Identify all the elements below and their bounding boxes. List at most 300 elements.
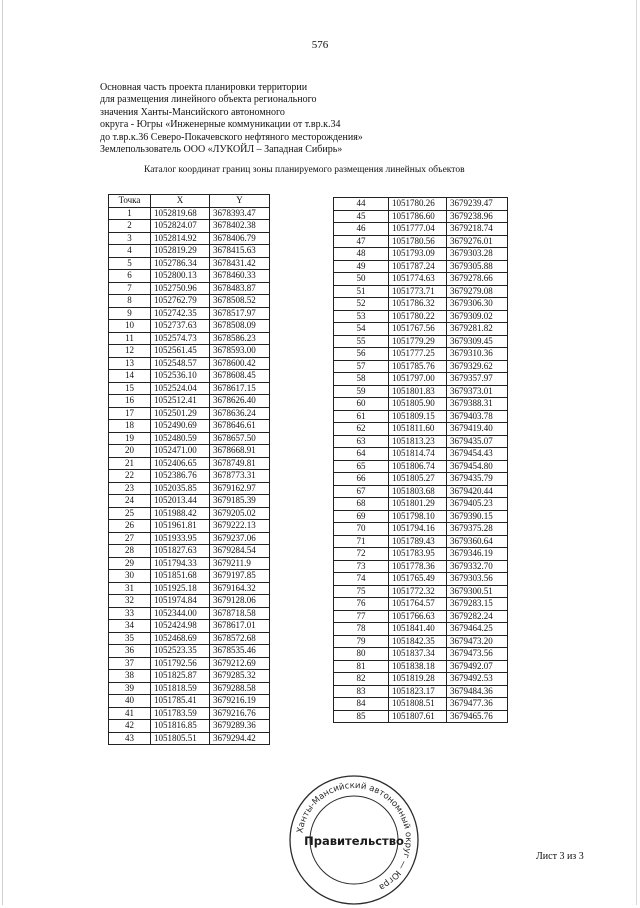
x-coordinate-cell: 1051842.35 xyxy=(389,635,447,648)
x-coordinate-cell: 1052035.85 xyxy=(151,482,210,495)
table-row xyxy=(334,410,508,423)
table-row xyxy=(109,257,270,270)
point-number-cell: 78 xyxy=(334,623,389,636)
point-number-cell: 2 xyxy=(109,220,151,233)
table-row xyxy=(109,432,270,445)
y-coordinate-cell: 3679211.9 xyxy=(210,557,270,570)
x-coordinate-cell: 1052536.10 xyxy=(151,370,210,383)
point-number-cell: 11 xyxy=(109,332,151,345)
x-coordinate-cell: 1052800.13 xyxy=(151,270,210,283)
table-row xyxy=(334,698,508,711)
y-coordinate-cell: 3679162.97 xyxy=(210,482,270,495)
y-coordinate-cell: 3679473.56 xyxy=(447,648,508,661)
x-coordinate-cell: 1051827.63 xyxy=(151,545,210,558)
y-coordinate-cell: 3679473.20 xyxy=(447,635,508,648)
table-row xyxy=(109,220,270,233)
y-coordinate-cell: 3679216.76 xyxy=(210,707,270,720)
table-row xyxy=(334,385,508,398)
y-coordinate-cell: 3679278.66 xyxy=(447,273,508,286)
table-row xyxy=(109,420,270,433)
table-row xyxy=(109,570,270,583)
x-coordinate-cell: 1051805.51 xyxy=(151,732,210,745)
x-coordinate-cell: 1051780.22 xyxy=(389,310,447,323)
table-row xyxy=(109,482,270,495)
header-line: округа - Югры «Инженерные коммуникации от т.вр.к.34 xyxy=(100,119,341,131)
y-coordinate-cell: 3679332.70 xyxy=(447,560,508,573)
point-number-cell: 44 xyxy=(334,198,389,211)
table-row xyxy=(334,260,508,273)
table-row xyxy=(334,335,508,348)
point-number-cell: 8 xyxy=(109,295,151,308)
table-row xyxy=(109,532,270,545)
table-row xyxy=(334,360,508,373)
x-coordinate-cell: 1051988.42 xyxy=(151,507,210,520)
y-coordinate-cell: 3679284.54 xyxy=(210,545,270,558)
x-coordinate-cell: 1051764.57 xyxy=(389,598,447,611)
x-coordinate-cell: 1052742.35 xyxy=(151,307,210,320)
y-coordinate-cell: 3679420.44 xyxy=(447,485,508,498)
point-number-cell: 47 xyxy=(334,235,389,248)
x-coordinate-cell: 1051783.95 xyxy=(389,548,447,561)
y-coordinate-cell: 3679185.39 xyxy=(210,495,270,508)
y-coordinate-cell: 3679405.23 xyxy=(447,498,508,511)
x-coordinate-cell: 1051783.59 xyxy=(151,707,210,720)
point-number-cell: 77 xyxy=(334,610,389,623)
table-row xyxy=(109,707,270,720)
table-row xyxy=(109,407,270,420)
x-coordinate-cell: 1051766.63 xyxy=(389,610,447,623)
coordinates-table-right xyxy=(333,197,508,723)
y-coordinate-cell: 3678517.97 xyxy=(210,307,270,320)
table-row xyxy=(109,332,270,345)
x-coordinate-cell: 1052490.69 xyxy=(151,420,210,433)
table-row xyxy=(334,560,508,573)
column-header-y: Y xyxy=(210,195,270,208)
x-coordinate-cell: 1051974.84 xyxy=(151,595,210,608)
y-coordinate-cell: 3679279.08 xyxy=(447,285,508,298)
point-number-cell: 54 xyxy=(334,323,389,336)
table-row xyxy=(109,670,270,683)
y-coordinate-cell: 3678657.50 xyxy=(210,432,270,445)
y-coordinate-cell: 3679357.97 xyxy=(447,373,508,386)
x-coordinate-cell: 1051814.74 xyxy=(389,448,447,461)
table-row xyxy=(334,373,508,386)
point-number-cell: 42 xyxy=(109,720,151,733)
government-seal xyxy=(286,772,422,908)
point-number-cell: 20 xyxy=(109,445,151,458)
table-row xyxy=(109,245,270,258)
x-coordinate-cell: 1052480.59 xyxy=(151,432,210,445)
x-coordinate-cell: 1051778.36 xyxy=(389,560,447,573)
y-coordinate-cell: 3678617.15 xyxy=(210,382,270,395)
point-number-cell: 5 xyxy=(109,257,151,270)
table-row xyxy=(334,585,508,598)
y-coordinate-cell: 3678508.09 xyxy=(210,320,270,333)
table-row xyxy=(109,545,270,558)
point-number-cell: 81 xyxy=(334,660,389,673)
table-row xyxy=(334,460,508,473)
x-coordinate-cell: 1052786.34 xyxy=(151,257,210,270)
x-coordinate-cell: 1051787.24 xyxy=(389,260,447,273)
y-coordinate-cell: 3679329.62 xyxy=(447,360,508,373)
table-row xyxy=(334,423,508,436)
x-coordinate-cell: 1051801.29 xyxy=(389,498,447,511)
column-header-x: X xyxy=(151,195,210,208)
sheet-info: Лист 3 из 3 xyxy=(536,851,584,862)
x-coordinate-cell: 1051806.74 xyxy=(389,460,447,473)
y-coordinate-cell: 3679390.15 xyxy=(447,510,508,523)
y-coordinate-cell: 3679237.06 xyxy=(210,532,270,545)
y-coordinate-cell: 3679128.06 xyxy=(210,595,270,608)
point-number-cell: 36 xyxy=(109,645,151,658)
y-coordinate-cell: 3679239.47 xyxy=(447,198,508,211)
x-coordinate-cell: 1052523.35 xyxy=(151,645,210,658)
table-row xyxy=(334,398,508,411)
x-coordinate-cell: 1052344.00 xyxy=(151,607,210,620)
y-coordinate-cell: 3678600.42 xyxy=(210,357,270,370)
point-number-cell: 27 xyxy=(109,532,151,545)
x-coordinate-cell: 1051794.16 xyxy=(389,523,447,536)
point-number-cell: 83 xyxy=(334,685,389,698)
table-row xyxy=(334,285,508,298)
y-coordinate-cell: 3679303.56 xyxy=(447,573,508,586)
point-number-cell: 26 xyxy=(109,520,151,533)
table-row xyxy=(334,610,508,623)
table-row xyxy=(334,210,508,223)
table-row xyxy=(334,685,508,698)
table-row xyxy=(109,270,270,283)
y-coordinate-cell: 3679373.01 xyxy=(447,385,508,398)
point-number-cell: 1 xyxy=(109,207,151,220)
x-coordinate-cell: 1051772.32 xyxy=(389,585,447,598)
table-row xyxy=(334,498,508,511)
y-coordinate-cell: 3679465.76 xyxy=(447,710,508,723)
x-coordinate-cell: 1052406.65 xyxy=(151,457,210,470)
table-row xyxy=(334,660,508,673)
y-coordinate-cell: 3679454.43 xyxy=(447,448,508,461)
point-number-cell: 65 xyxy=(334,460,389,473)
x-coordinate-cell: 1051798.10 xyxy=(389,510,447,523)
point-number-cell: 40 xyxy=(109,695,151,708)
seal-ring-text: Ханты-Мансийский автономный округ — Югра xyxy=(295,780,414,892)
header-line: значения Ханты-Мансийского автономного xyxy=(100,106,285,118)
point-number-cell: 64 xyxy=(334,448,389,461)
table-row xyxy=(334,710,508,723)
x-coordinate-cell: 1051786.32 xyxy=(389,298,447,311)
y-coordinate-cell: 3679218.74 xyxy=(447,223,508,236)
point-number-cell: 24 xyxy=(109,495,151,508)
table-row xyxy=(334,485,508,498)
y-coordinate-cell: 3679281.82 xyxy=(447,323,508,336)
point-number-cell: 56 xyxy=(334,348,389,361)
table-row xyxy=(334,598,508,611)
x-coordinate-cell: 1051765.49 xyxy=(389,573,447,586)
x-coordinate-cell: 1051773.71 xyxy=(389,285,447,298)
x-coordinate-cell: 1051811.60 xyxy=(389,423,447,436)
point-number-cell: 57 xyxy=(334,360,389,373)
y-coordinate-cell: 3678393.47 xyxy=(210,207,270,220)
table-row xyxy=(109,620,270,633)
y-coordinate-cell: 3679205.02 xyxy=(210,507,270,520)
table-row xyxy=(109,657,270,670)
table-row xyxy=(334,573,508,586)
point-number-cell: 85 xyxy=(334,710,389,723)
point-number-cell: 49 xyxy=(334,260,389,273)
x-coordinate-cell: 1051813.23 xyxy=(389,435,447,448)
y-coordinate-cell: 3679303.28 xyxy=(447,248,508,261)
table-row xyxy=(109,357,270,370)
x-coordinate-cell: 1052512.41 xyxy=(151,395,210,408)
table-row xyxy=(109,732,270,745)
x-coordinate-cell: 1051841.40 xyxy=(389,623,447,636)
point-number-cell: 67 xyxy=(334,485,389,498)
point-number-cell: 9 xyxy=(109,307,151,320)
x-coordinate-cell: 1051837.34 xyxy=(389,648,447,661)
x-coordinate-cell: 1052762.79 xyxy=(151,295,210,308)
y-coordinate-cell: 3678617.01 xyxy=(210,620,270,633)
x-coordinate-cell: 1051797.00 xyxy=(389,373,447,386)
point-number-cell: 53 xyxy=(334,310,389,323)
x-coordinate-cell: 1052819.68 xyxy=(151,207,210,220)
y-coordinate-cell: 3678773.31 xyxy=(210,470,270,483)
table-row xyxy=(334,310,508,323)
x-coordinate-cell: 1051805.27 xyxy=(389,473,447,486)
table-row xyxy=(334,473,508,486)
table-row xyxy=(334,223,508,236)
y-coordinate-cell: 3679222.13 xyxy=(210,520,270,533)
y-coordinate-cell: 3679435.07 xyxy=(447,435,508,448)
point-number-cell: 39 xyxy=(109,682,151,695)
table-row xyxy=(334,523,508,536)
x-coordinate-cell: 1052471.00 xyxy=(151,445,210,458)
x-coordinate-cell: 1052468.69 xyxy=(151,632,210,645)
point-number-cell: 62 xyxy=(334,423,389,436)
x-coordinate-cell: 1051780.56 xyxy=(389,235,447,248)
point-number-cell: 31 xyxy=(109,582,151,595)
y-coordinate-cell: 3679375.28 xyxy=(447,523,508,536)
point-number-cell: 32 xyxy=(109,595,151,608)
y-coordinate-cell: 3678668.91 xyxy=(210,445,270,458)
table-row xyxy=(334,273,508,286)
y-coordinate-cell: 3679212.69 xyxy=(210,657,270,670)
y-coordinate-cell: 3679309.02 xyxy=(447,310,508,323)
point-number-cell: 74 xyxy=(334,573,389,586)
y-coordinate-cell: 3679360.64 xyxy=(447,535,508,548)
y-coordinate-cell: 3679300.51 xyxy=(447,585,508,598)
table-row xyxy=(109,207,270,220)
scan-edge-left xyxy=(2,0,3,905)
point-number-cell: 25 xyxy=(109,507,151,520)
y-coordinate-cell: 3678431.42 xyxy=(210,257,270,270)
x-coordinate-cell: 1051786.60 xyxy=(389,210,447,223)
y-coordinate-cell: 3679484.36 xyxy=(447,685,508,698)
x-coordinate-cell: 1051819.28 xyxy=(389,673,447,686)
point-number-cell: 61 xyxy=(334,410,389,423)
table-row xyxy=(109,282,270,295)
point-number-cell: 14 xyxy=(109,370,151,383)
point-number-cell: 66 xyxy=(334,473,389,486)
header-line: для размещения линейного объекта регионального xyxy=(100,94,317,106)
y-coordinate-cell: 3678749.81 xyxy=(210,457,270,470)
x-coordinate-cell: 1051803.68 xyxy=(389,485,447,498)
table-row xyxy=(109,695,270,708)
x-coordinate-cell: 1051825.87 xyxy=(151,670,210,683)
table-row xyxy=(109,345,270,358)
x-coordinate-cell: 1051961.81 xyxy=(151,520,210,533)
y-coordinate-cell: 3679197.85 xyxy=(210,570,270,583)
x-coordinate-cell: 1052574.73 xyxy=(151,332,210,345)
y-coordinate-cell: 3679435.79 xyxy=(447,473,508,486)
x-coordinate-cell: 1051779.29 xyxy=(389,335,447,348)
x-coordinate-cell: 1052424.98 xyxy=(151,620,210,633)
y-coordinate-cell: 3678460.33 xyxy=(210,270,270,283)
point-number-cell: 30 xyxy=(109,570,151,583)
table-row xyxy=(334,648,508,661)
y-coordinate-cell: 3679403.78 xyxy=(447,410,508,423)
point-number-cell: 4 xyxy=(109,245,151,258)
table-row xyxy=(334,298,508,311)
table-row xyxy=(334,448,508,461)
y-coordinate-cell: 3678586.23 xyxy=(210,332,270,345)
table-row xyxy=(334,635,508,648)
point-number-cell: 19 xyxy=(109,432,151,445)
point-number-cell: 70 xyxy=(334,523,389,536)
point-number-cell: 35 xyxy=(109,632,151,645)
x-coordinate-cell: 1052501.29 xyxy=(151,407,210,420)
table-row xyxy=(109,370,270,383)
column-header-point: Точка xyxy=(109,195,151,208)
table-row xyxy=(334,435,508,448)
table-row xyxy=(109,495,270,508)
x-coordinate-cell: 1051818.59 xyxy=(151,682,210,695)
point-number-cell: 13 xyxy=(109,357,151,370)
point-number-cell: 37 xyxy=(109,657,151,670)
point-number-cell: 38 xyxy=(109,670,151,683)
x-coordinate-cell: 1051792.56 xyxy=(151,657,210,670)
x-coordinate-cell: 1051808.51 xyxy=(389,698,447,711)
table-row xyxy=(334,673,508,686)
point-number-cell: 7 xyxy=(109,282,151,295)
table-row xyxy=(109,607,270,620)
x-coordinate-cell: 1051785.76 xyxy=(389,360,447,373)
table-row xyxy=(109,320,270,333)
point-number-cell: 68 xyxy=(334,498,389,511)
y-coordinate-cell: 3679305.88 xyxy=(447,260,508,273)
point-number-cell: 28 xyxy=(109,545,151,558)
x-coordinate-cell: 1051801.83 xyxy=(389,385,447,398)
point-number-cell: 71 xyxy=(334,535,389,548)
point-number-cell: 45 xyxy=(334,210,389,223)
header-line: Основная часть проекта планировки территории xyxy=(100,82,308,93)
point-number-cell: 84 xyxy=(334,698,389,711)
x-coordinate-cell: 1052819.29 xyxy=(151,245,210,258)
x-coordinate-cell: 1052561.45 xyxy=(151,345,210,358)
y-coordinate-cell: 3678406.79 xyxy=(210,232,270,245)
y-coordinate-cell: 3679283.15 xyxy=(447,598,508,611)
y-coordinate-cell: 3678535.46 xyxy=(210,645,270,658)
point-number-cell: 33 xyxy=(109,607,151,620)
x-coordinate-cell: 1051774.63 xyxy=(389,273,447,286)
point-number-cell: 63 xyxy=(334,435,389,448)
y-coordinate-cell: 3679464.25 xyxy=(447,623,508,636)
table-row xyxy=(109,557,270,570)
point-number-cell: 69 xyxy=(334,510,389,523)
point-number-cell: 46 xyxy=(334,223,389,236)
x-coordinate-cell: 1051851.68 xyxy=(151,570,210,583)
table-row xyxy=(334,548,508,561)
table-row xyxy=(109,382,270,395)
y-coordinate-cell: 3679306.30 xyxy=(447,298,508,311)
table-row xyxy=(109,645,270,658)
point-number-cell: 72 xyxy=(334,548,389,561)
table-row xyxy=(334,510,508,523)
x-coordinate-cell: 1051816.85 xyxy=(151,720,210,733)
y-coordinate-cell: 3679216.19 xyxy=(210,695,270,708)
page-number: 576 xyxy=(311,39,329,51)
y-coordinate-cell: 3679285.32 xyxy=(210,670,270,683)
point-number-cell: 75 xyxy=(334,585,389,598)
x-coordinate-cell: 1052750.96 xyxy=(151,282,210,295)
point-number-cell: 51 xyxy=(334,285,389,298)
y-coordinate-cell: 3678626.40 xyxy=(210,395,270,408)
catalog-title: Каталог координат границ зоны планируемого размещения линейных объектов xyxy=(144,165,465,175)
table-row xyxy=(334,235,508,248)
x-coordinate-cell: 1051809.15 xyxy=(389,410,447,423)
y-coordinate-cell: 3679388.31 xyxy=(447,398,508,411)
point-number-cell: 59 xyxy=(334,385,389,398)
x-coordinate-cell: 1051933.95 xyxy=(151,532,210,545)
y-coordinate-cell: 3679346.19 xyxy=(447,548,508,561)
point-number-cell: 79 xyxy=(334,635,389,648)
x-coordinate-cell: 1051777.04 xyxy=(389,223,447,236)
y-coordinate-cell: 3679310.36 xyxy=(447,348,508,361)
y-coordinate-cell: 3679282.24 xyxy=(447,610,508,623)
table-row xyxy=(109,232,270,245)
point-number-cell: 23 xyxy=(109,482,151,495)
x-coordinate-cell: 1051794.33 xyxy=(151,557,210,570)
point-number-cell: 34 xyxy=(109,620,151,633)
table-row xyxy=(109,520,270,533)
header-line: Землепользователь ООО «ЛУКОЙЛ – Западная Сибирь» xyxy=(100,144,343,156)
x-coordinate-cell: 1052737.63 xyxy=(151,320,210,333)
table-row xyxy=(334,535,508,548)
y-coordinate-cell: 3679492.53 xyxy=(447,673,508,686)
coordinates-table-left xyxy=(108,194,270,745)
x-coordinate-cell: 1052013.44 xyxy=(151,495,210,508)
y-coordinate-cell: 3679164.32 xyxy=(210,582,270,595)
table-row xyxy=(109,470,270,483)
x-coordinate-cell: 1051780.26 xyxy=(389,198,447,211)
x-coordinate-cell: 1051838.18 xyxy=(389,660,447,673)
x-coordinate-cell: 1052814.92 xyxy=(151,232,210,245)
point-number-cell: 15 xyxy=(109,382,151,395)
y-coordinate-cell: 3679288.58 xyxy=(210,682,270,695)
y-coordinate-cell: 3678593.00 xyxy=(210,345,270,358)
point-number-cell: 29 xyxy=(109,557,151,570)
y-coordinate-cell: 3679238.96 xyxy=(447,210,508,223)
y-coordinate-cell: 3678508.52 xyxy=(210,295,270,308)
table-row xyxy=(109,457,270,470)
x-coordinate-cell: 1051785.41 xyxy=(151,695,210,708)
point-number-cell: 50 xyxy=(334,273,389,286)
table-row xyxy=(109,395,270,408)
y-coordinate-cell: 3678718.58 xyxy=(210,607,270,620)
point-number-cell: 41 xyxy=(109,707,151,720)
table-row xyxy=(109,632,270,645)
x-coordinate-cell: 1052524.04 xyxy=(151,382,210,395)
point-number-cell: 6 xyxy=(109,270,151,283)
x-coordinate-cell: 1051789.43 xyxy=(389,535,447,548)
